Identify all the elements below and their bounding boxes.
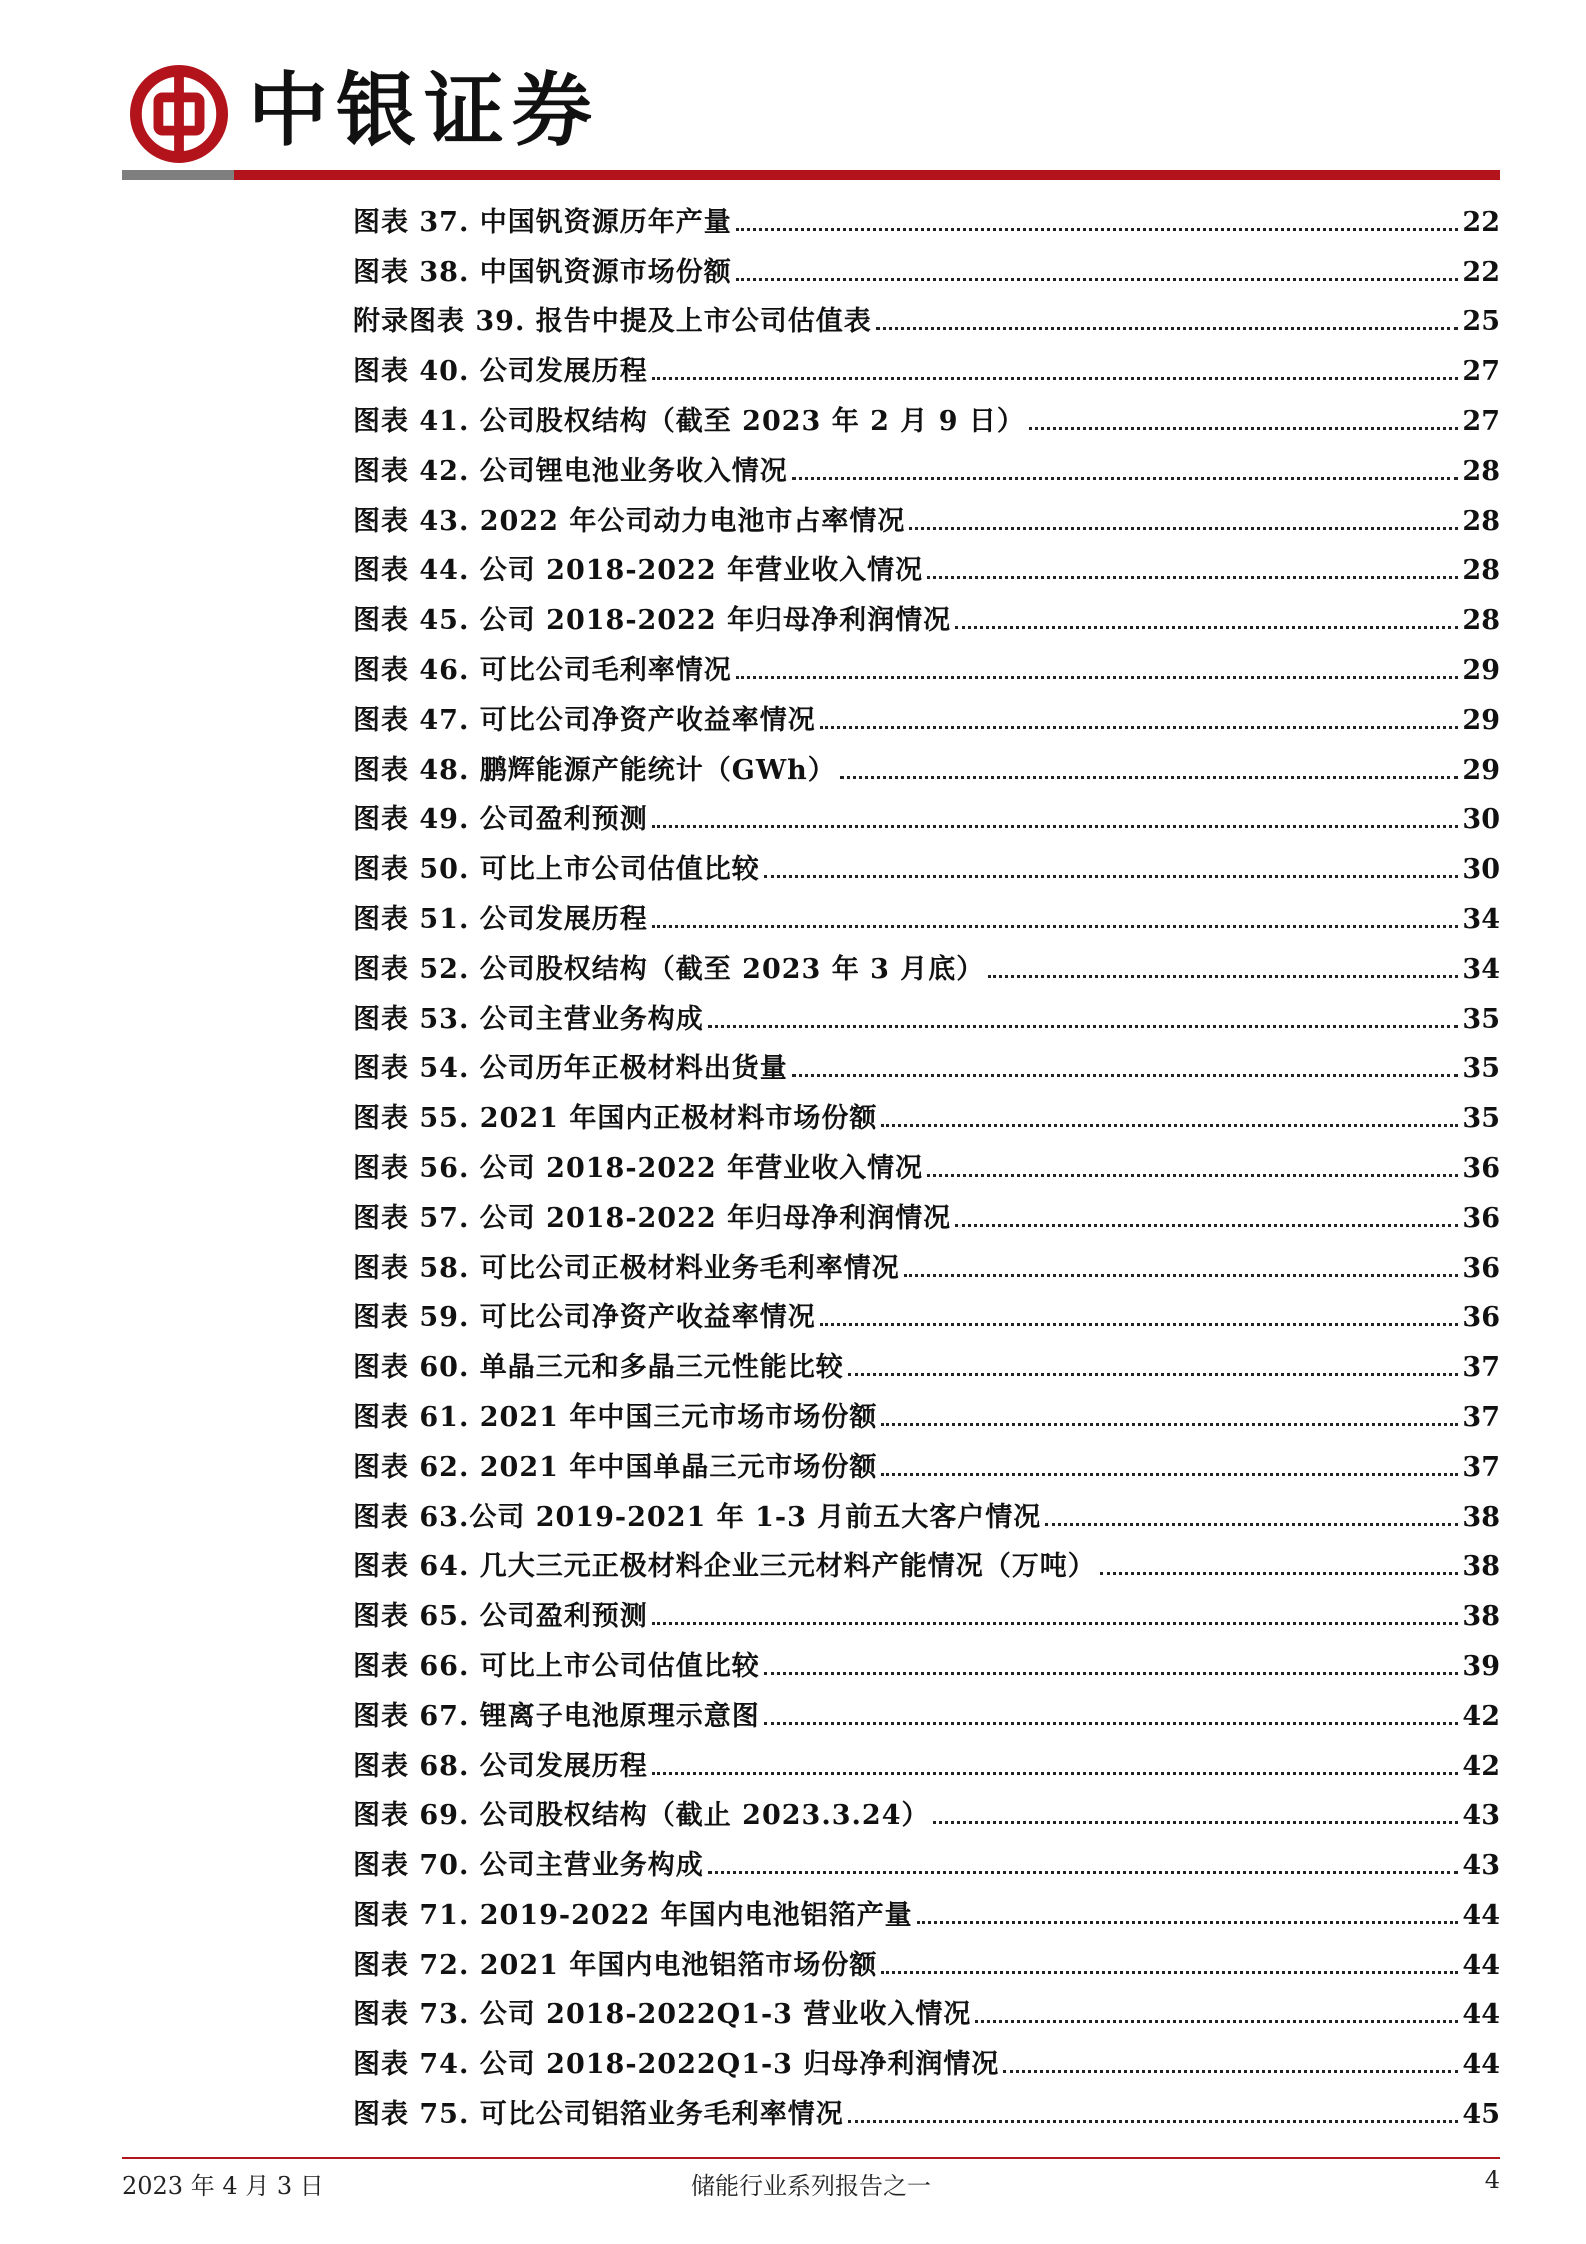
table-of-figures — [353, 188, 1500, 2130]
page-header — [0, 0, 1586, 185]
toc-dot-leader — [1029, 427, 1459, 430]
toc-entry[interactable] — [353, 1682, 1500, 1732]
toc-entry-title[interactable]: 图表 50. 可比上市公司估值比较 — [353, 854, 760, 886]
toc-entry-title[interactable]: 图表 48. 鹏辉能源产能统计（GWh） — [353, 754, 836, 786]
toc-entry-title[interactable]: 图表 74. 公司 2018-2022Q1-3 归母净利润情况 — [353, 2049, 1000, 2081]
toc-dot-leader — [1100, 1572, 1459, 1575]
header-rule-gray — [122, 170, 234, 180]
toc-entry-title[interactable]: 图表 46. 可比公司毛利率情况 — [353, 654, 732, 686]
toc-dot-leader — [764, 875, 1459, 878]
toc-entry-title[interactable]: 图表 73. 公司 2018-2022Q1-3 营业收入情况 — [353, 1999, 972, 2031]
toc-entry-title[interactable]: 图表 47. 可比公司净资产收益率情况 — [353, 704, 816, 736]
toc-dot-leader — [927, 576, 1458, 579]
toc-entry[interactable] — [353, 1582, 1500, 1632]
toc-dot-leader — [876, 327, 1459, 330]
toc-entry-title[interactable]: 图表 42. 公司锂电池业务收入情况 — [353, 455, 788, 487]
toc-entry[interactable] — [353, 786, 1500, 836]
toc-entry-page[interactable]: 29 — [1462, 754, 1500, 786]
page-number: 4 — [1484, 2166, 1500, 2194]
toc-entry-page[interactable]: 36 — [1462, 1152, 1500, 1184]
toc-entry[interactable] — [353, 1084, 1500, 1134]
toc-dot-leader — [736, 278, 1459, 281]
toc-dot-leader — [652, 1622, 1459, 1625]
toc-entry-page[interactable]: 37 — [1462, 1451, 1500, 1483]
toc-entry-page[interactable]: 28 — [1462, 455, 1500, 487]
toc-entry-page[interactable]: 38 — [1462, 1601, 1500, 1633]
toc-entry-page[interactable]: 44 — [1462, 2049, 1500, 2081]
toc-entry-page[interactable]: 34 — [1462, 953, 1500, 985]
toc-entry[interactable] — [353, 1333, 1500, 1383]
toc-entry-title[interactable]: 图表 57. 公司 2018-2022 年归母净利润情况 — [353, 1202, 952, 1234]
toc-entry[interactable] — [353, 1632, 1500, 1682]
toc-entry[interactable] — [353, 1981, 1500, 2031]
toc-dot-leader — [840, 776, 1459, 779]
toc-entry-page[interactable]: 36 — [1462, 1302, 1500, 1334]
toc-dot-leader — [881, 1423, 1458, 1426]
toc-entry[interactable] — [353, 1732, 1500, 1782]
toc-entry-title[interactable]: 图表 62. 2021 年中国单晶三元市场份额 — [353, 1451, 878, 1483]
toc-entry[interactable] — [353, 1831, 1500, 1881]
toc-entry[interactable] — [353, 736, 1500, 786]
toc-entry-title[interactable]: 图表 40. 公司发展历程 — [353, 356, 648, 388]
toc-dot-leader — [917, 1921, 1459, 1924]
toc-entry-page[interactable]: 42 — [1462, 1700, 1500, 1732]
toc-dot-leader — [933, 1821, 1458, 1824]
toc-entry-page[interactable]: 36 — [1462, 1252, 1500, 1284]
toc-entry-page[interactable]: 35 — [1462, 1053, 1500, 1085]
header-rule-red — [234, 170, 1500, 180]
toc-entry-page[interactable]: 28 — [1462, 555, 1500, 587]
toc-entry[interactable] — [353, 1433, 1500, 1483]
toc-entry-title[interactable]: 图表 49. 公司盈利预测 — [353, 804, 648, 836]
toc-entry[interactable] — [353, 1782, 1500, 1832]
toc-dot-leader — [1045, 1523, 1458, 1526]
toc-entry[interactable] — [353, 1931, 1500, 1981]
toc-entry[interactable] — [353, 188, 1500, 238]
toc-entry-page[interactable]: 37 — [1462, 1352, 1500, 1384]
toc-dot-leader — [881, 1473, 1458, 1476]
toc-dot-leader — [909, 527, 1458, 530]
toc-dot-leader — [736, 228, 1459, 231]
toc-entry-title[interactable]: 图表 69. 公司股权结构（截止 2023.3.24） — [353, 1800, 930, 1832]
toc-entry-page[interactable]: 22 — [1462, 206, 1500, 238]
toc-entry-page[interactable]: 25 — [1462, 306, 1500, 338]
toc-entry-page[interactable]: 22 — [1462, 256, 1500, 288]
toc-entry[interactable] — [353, 636, 1500, 686]
toc-entry-title[interactable]: 图表 61. 2021 年中国三元市场市场份额 — [353, 1401, 878, 1433]
toc-dot-leader — [652, 825, 1459, 828]
toc-entry-title[interactable]: 图表 58. 可比公司正极材料业务毛利率情况 — [353, 1252, 900, 1284]
toc-entry[interactable] — [353, 1483, 1500, 1533]
toc-entry[interactable] — [353, 1533, 1500, 1583]
toc-dot-leader — [820, 1323, 1459, 1326]
toc-entry[interactable] — [353, 288, 1500, 338]
toc-entry[interactable] — [353, 1284, 1500, 1334]
toc-entry[interactable] — [353, 1234, 1500, 1284]
toc-entry[interactable] — [353, 1383, 1500, 1433]
toc-entry[interactable] — [353, 1134, 1500, 1184]
toc-entry-title[interactable]: 图表 64. 几大三元正极材料企业三元材料产能情况（万吨） — [353, 1551, 1096, 1583]
toc-dot-leader — [904, 1274, 1459, 1277]
toc-entry-title[interactable]: 图表 70. 公司主营业务构成 — [353, 1850, 704, 1882]
toc-entry[interactable] — [353, 337, 1500, 387]
toc-entry-page[interactable]: 45 — [1462, 2099, 1500, 2131]
toc-entry[interactable] — [353, 238, 1500, 288]
toc-entry-title[interactable]: 图表 60. 单晶三元和多晶三元性能比较 — [353, 1352, 844, 1384]
toc-entry[interactable] — [353, 985, 1500, 1035]
toc-entry-title[interactable]: 图表 38. 中国钒资源市场份额 — [353, 256, 732, 288]
toc-entry-title[interactable]: 图表 68. 公司发展历程 — [353, 1750, 648, 1782]
toc-dot-leader — [955, 1224, 1458, 1227]
toc-entry[interactable] — [353, 586, 1500, 636]
toc-entry[interactable] — [353, 387, 1500, 437]
toc-entry-title[interactable]: 图表 63.公司 2019-2021 年 1-3 月前五大客户情况 — [353, 1501, 1042, 1533]
toc-entry-page[interactable]: 38 — [1462, 1551, 1500, 1583]
toc-entry-title[interactable]: 附录图表 39. 报告中提及上市公司估值表 — [353, 306, 872, 338]
toc-entry-page[interactable]: 30 — [1462, 804, 1500, 836]
toc-dot-leader — [652, 377, 1459, 380]
toc-dot-leader — [708, 1025, 1459, 1028]
toc-entry-page[interactable]: 28 — [1462, 505, 1500, 537]
page-footer — [122, 2166, 1500, 2206]
toc-entry-title[interactable]: 图表 41. 公司股权结构（截至 2023 年 2 月 9 日） — [353, 405, 1025, 437]
toc-dot-leader — [652, 925, 1459, 928]
toc-entry-page[interactable]: 37 — [1462, 1401, 1500, 1433]
toc-entry[interactable] — [353, 1184, 1500, 1234]
toc-entry-page[interactable]: 36 — [1462, 1202, 1500, 1234]
toc-entry[interactable] — [353, 2080, 1500, 2130]
toc-entry-page[interactable]: 44 — [1462, 1949, 1500, 1981]
toc-entry-title[interactable]: 图表 56. 公司 2018-2022 年营业收入情况 — [353, 1152, 924, 1184]
toc-entry-page[interactable]: 42 — [1462, 1750, 1500, 1782]
toc-dot-leader — [1003, 2070, 1458, 2073]
toc-dot-leader — [736, 676, 1459, 679]
toc-dot-leader — [820, 726, 1459, 729]
toc-entry[interactable] — [353, 1881, 1500, 1931]
toc-dot-leader — [764, 1722, 1459, 1725]
toc-entry-title[interactable]: 图表 66. 可比上市公司估值比较 — [353, 1650, 760, 1682]
toc-entry-title[interactable]: 图表 71. 2019-2022 年国内电池铝箔产量 — [353, 1899, 913, 1931]
toc-entry-title[interactable]: 图表 59. 可比公司净资产收益率情况 — [353, 1302, 816, 1334]
bank-of-china-logo-icon — [130, 65, 228, 163]
footer-rule — [122, 2157, 1500, 2159]
toc-entry[interactable] — [353, 935, 1500, 985]
toc-entry-page[interactable]: 34 — [1462, 903, 1500, 935]
toc-entry-page[interactable]: 30 — [1462, 854, 1500, 886]
toc-entry[interactable] — [353, 437, 1500, 487]
toc-entry[interactable] — [353, 2030, 1500, 2080]
toc-entry-page[interactable]: 27 — [1462, 405, 1500, 437]
toc-entry-page[interactable]: 44 — [1462, 1899, 1500, 1931]
toc-dot-leader — [848, 2120, 1459, 2123]
toc-entry-title[interactable]: 图表 54. 公司历年正极材料出货量 — [353, 1053, 788, 1085]
toc-entry[interactable] — [353, 885, 1500, 935]
toc-dot-leader — [652, 1772, 1459, 1775]
toc-entry-page[interactable]: 28 — [1462, 605, 1500, 637]
toc-entry-title[interactable]: 图表 52. 公司股权结构（截至 2023 年 3 月底） — [353, 953, 985, 985]
toc-entry-page[interactable]: 29 — [1462, 704, 1500, 736]
toc-entry-title[interactable]: 图表 65. 公司盈利预测 — [353, 1601, 648, 1633]
toc-entry-page[interactable]: 35 — [1462, 1103, 1500, 1135]
toc-entry-page[interactable]: 39 — [1462, 1650, 1500, 1682]
toc-entry-title[interactable]: 图表 72. 2021 年国内电池铝箔市场份额 — [353, 1949, 878, 1981]
toc-entry-page[interactable]: 44 — [1462, 1999, 1500, 2031]
report-series: 储能行业系列报告之一 — [691, 2172, 931, 2200]
toc-dot-leader — [988, 975, 1458, 978]
toc-dot-leader — [792, 477, 1459, 480]
toc-entry[interactable] — [353, 537, 1500, 587]
toc-entry-page[interactable]: 38 — [1462, 1501, 1500, 1533]
toc-entry[interactable] — [353, 1035, 1500, 1085]
report-date: 2023 年 4 月 3 日 — [122, 2172, 324, 2200]
toc-dot-leader — [881, 1124, 1458, 1127]
toc-dot-leader — [792, 1074, 1459, 1077]
toc-dot-leader — [848, 1373, 1459, 1376]
toc-entry-title[interactable]: 图表 43. 2022 年公司动力电池市占率情况 — [353, 505, 906, 537]
toc-entry-page[interactable]: 43 — [1462, 1800, 1500, 1832]
toc-dot-leader — [708, 1871, 1459, 1874]
toc-entry-title[interactable]: 图表 44. 公司 2018-2022 年营业收入情况 — [353, 555, 924, 587]
toc-entry-page[interactable]: 35 — [1462, 1003, 1500, 1035]
toc-entry-title[interactable]: 图表 75. 可比公司铝箔业务毛利率情况 — [353, 2099, 844, 2131]
brand-name: 中银证券 — [248, 63, 600, 157]
toc-entry-page[interactable]: 29 — [1462, 654, 1500, 686]
toc-dot-leader — [764, 1672, 1459, 1675]
toc-entry-title[interactable]: 图表 51. 公司发展历程 — [353, 903, 648, 935]
toc-dot-leader — [927, 1174, 1458, 1177]
toc-entry-page[interactable]: 27 — [1462, 356, 1500, 388]
toc-entry-title[interactable]: 图表 37. 中国钒资源历年产量 — [353, 206, 732, 238]
toc-entry-title[interactable]: 图表 55. 2021 年国内正极材料市场份额 — [353, 1103, 878, 1135]
toc-entry-title[interactable]: 图表 53. 公司主营业务构成 — [353, 1003, 704, 1035]
toc-entry[interactable] — [353, 835, 1500, 885]
toc-entry-title[interactable]: 图表 45. 公司 2018-2022 年归母净利润情况 — [353, 605, 952, 637]
toc-entry[interactable] — [353, 686, 1500, 736]
toc-dot-leader — [955, 626, 1458, 629]
toc-entry-title[interactable]: 图表 67. 锂离子电池原理示意图 — [353, 1700, 760, 1732]
toc-dot-leader — [975, 2020, 1458, 2023]
toc-entry[interactable] — [353, 487, 1500, 537]
toc-entry-page[interactable]: 43 — [1462, 1850, 1500, 1882]
toc-dot-leader — [881, 1971, 1458, 1974]
